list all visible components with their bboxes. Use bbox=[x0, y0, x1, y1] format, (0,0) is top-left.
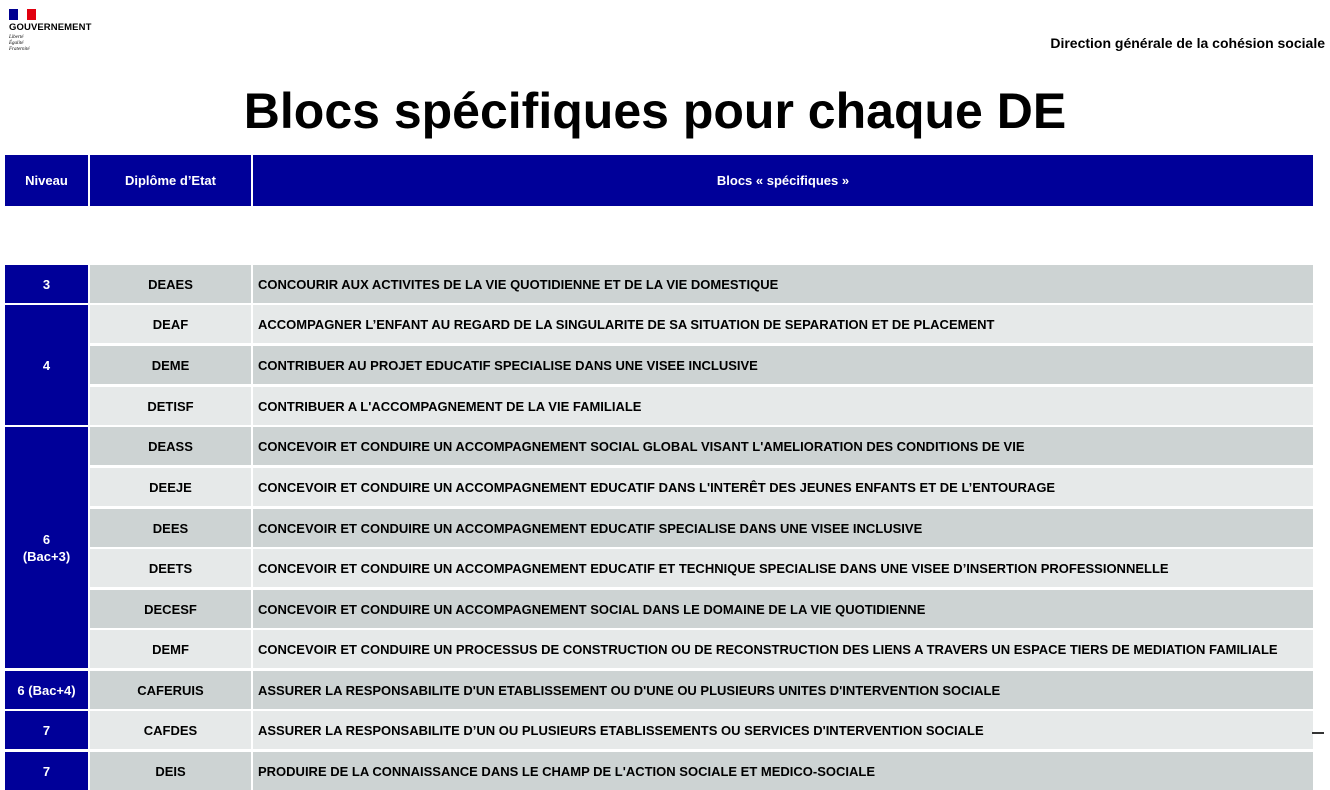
diploma-cell: DEAF bbox=[90, 305, 251, 343]
level-cell: 4 bbox=[5, 305, 88, 425]
table-row bbox=[90, 671, 1313, 709]
french-flag-icon bbox=[9, 9, 36, 20]
motto-line: Fraternité bbox=[9, 47, 30, 52]
table-row bbox=[90, 590, 1313, 628]
motto-line: Égalité bbox=[9, 41, 24, 46]
bloc-cell: CONCEVOIR ET CONDUIRE UN ACCOMPAGNEMENT EDUCATIF SPECIALISE DANS UNE VISEE INCLUSIVE bbox=[253, 509, 1313, 547]
bloc-cell: ASSURER LA RESPONSABILITE D'UN ETABLISSEMENT OU D'UNE OU PLUSIEURS UNITES D'INTERVENTION SOCIALE bbox=[253, 671, 1313, 709]
bloc-cell: CONTRIBUER A L'ACCOMPAGNEMENT DE LA VIE FAMILIALE bbox=[253, 387, 1313, 425]
level-cell: 7 bbox=[5, 752, 88, 790]
motto-line: Liberté bbox=[9, 35, 24, 40]
table-row bbox=[90, 468, 1313, 506]
direction-label: Direction générale de la cohésion sociale bbox=[1050, 35, 1325, 51]
bloc-cell: ACCOMPAGNER L’ENFANT AU REGARD DE LA SINGULARITE DE SA SITUATION DE SEPARATION ET DE PLACEMENT bbox=[253, 305, 1313, 343]
diploma-cell: DEMF bbox=[90, 630, 251, 668]
column-header-blocs: Blocs « spécifiques » bbox=[253, 155, 1313, 206]
diploma-cell: DEME bbox=[90, 346, 251, 384]
table-row bbox=[90, 387, 1313, 425]
diploma-cell: DECESF bbox=[90, 590, 251, 628]
government-logo bbox=[9, 9, 119, 53]
page-title: Blocs spécifiques pour chaque DE bbox=[243, 83, 1067, 139]
table-row bbox=[90, 305, 1313, 343]
table-row bbox=[90, 630, 1313, 668]
diploma-cell: DEETS bbox=[90, 549, 251, 587]
table-row bbox=[90, 509, 1313, 547]
bloc-cell: CONCEVOIR ET CONDUIRE UN ACCOMPAGNEMENT SOCIAL DANS LE DOMAINE DE LA VIE QUOTIDIENNE bbox=[253, 590, 1313, 628]
bloc-cell: CONCEVOIR ET CONDUIRE UN PROCESSUS DE CONSTRUCTION OU DE RECONSTRUCTION DES LIENS A TRAVERS UN ESPACE TIERS DE MEDIATION FAMILIALE bbox=[253, 630, 1313, 668]
bloc-cell: ASSURER LA RESPONSABILITE D’UN OU PLUSIEURS ETABLISSEMENTS OU SERVICES D'INTERVENTION SOCIALE bbox=[253, 711, 1313, 749]
level-cell: 6 (Bac+3) bbox=[5, 427, 88, 668]
table-row bbox=[90, 752, 1313, 790]
diploma-cell: DETISF bbox=[90, 387, 251, 425]
bloc-cell: CONCEVOIR ET CONDUIRE UN ACCOMPAGNEMENT EDUCATIF DANS L'INTERÊT DES JEUNES ENFANTS ET DE L’ENTOURAGE bbox=[253, 468, 1313, 506]
bloc-cell: CONCEVOIR ET CONDUIRE UN ACCOMPAGNEMENT EDUCATIF ET TECHNIQUE SPECIALISE DANS UNE VISEE D’INSERTION PROFESSIONNELLE bbox=[253, 549, 1313, 587]
table-header bbox=[5, 155, 1313, 206]
diploma-cell: CAFDES bbox=[90, 711, 251, 749]
divider bbox=[1312, 732, 1324, 734]
diploma-table bbox=[5, 155, 1313, 779]
diploma-cell: DEIS bbox=[90, 752, 251, 790]
column-header-niveau: Niveau bbox=[5, 155, 88, 206]
level-cell: 7 bbox=[5, 711, 88, 749]
brand-name: GOUVERNEMENT bbox=[9, 22, 92, 33]
diploma-cell: DEES bbox=[90, 509, 251, 547]
bloc-cell: PRODUIRE DE LA CONNAISSANCE DANS LE CHAMP DE L'ACTION SOCIALE ET MEDICO-SOCIALE bbox=[253, 752, 1313, 790]
table-row bbox=[90, 265, 1313, 303]
diploma-cell: DEASS bbox=[90, 427, 251, 465]
bloc-cell: CONTRIBUER AU PROJET EDUCATIF SPECIALISE DANS UNE VISEE INCLUSIVE bbox=[253, 346, 1313, 384]
level-cell: 6 (Bac+4) bbox=[5, 671, 88, 709]
table-row bbox=[90, 711, 1313, 749]
column-header-diplome: Diplôme d’Etat bbox=[90, 155, 251, 206]
motto bbox=[9, 35, 119, 53]
bloc-cell: CONCOURIR AUX ACTIVITES DE LA VIE QUOTIDIENNE ET DE LA VIE DOMESTIQUE bbox=[253, 265, 1313, 303]
bloc-cell: CONCEVOIR ET CONDUIRE UN ACCOMPAGNEMENT SOCIAL GLOBAL VISANT L'AMELIORATION DES CONDITIONS DE VIE bbox=[253, 427, 1313, 465]
level-cell: 3 bbox=[5, 265, 88, 303]
table-row bbox=[90, 346, 1313, 384]
diploma-cell: DEAES bbox=[90, 265, 251, 303]
diploma-cell: DEEJE bbox=[90, 468, 251, 506]
table-row bbox=[90, 549, 1313, 587]
table-row bbox=[90, 427, 1313, 465]
diploma-cell: CAFERUIS bbox=[90, 671, 251, 709]
